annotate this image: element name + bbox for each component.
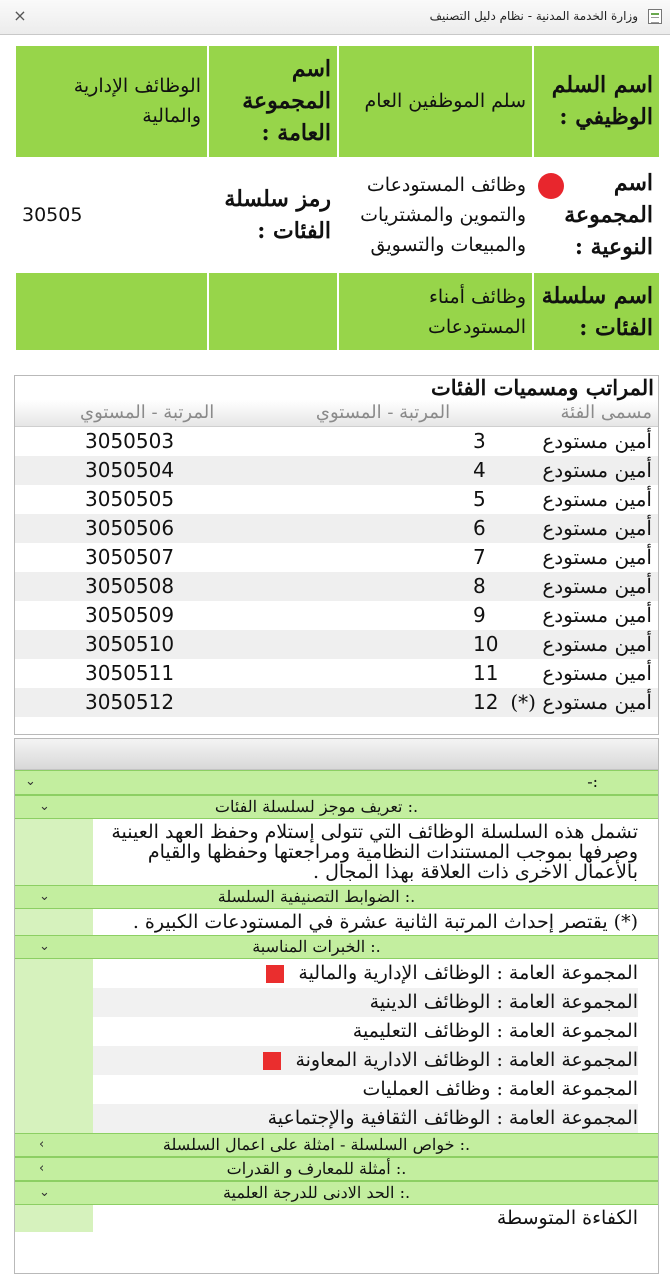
table-row[interactable] [15, 485, 658, 514]
grades-table [14, 375, 659, 735]
grade-level-cell: 5 [473, 487, 486, 511]
specific-group-label-cell [532, 159, 659, 274]
specific-group-value: وظائف المستودعات والتموين والمشتريات والمبيعات والتسويق [337, 159, 532, 274]
skills-section-title: .: أمثلة للمعارف و القدرات [226, 1159, 407, 1178]
red-square-marker-icon [266, 965, 284, 983]
grade-level-cell: 8 [473, 574, 486, 598]
properties-section-title: .: خواص السلسلة - امثلة على اعمال السلسلة [162, 1135, 471, 1154]
series-code-label: رمز سلسلة الفئات : [207, 159, 337, 274]
list-item [93, 1017, 638, 1046]
grade-name-cell: أمين مستودع [542, 516, 652, 540]
list-item [93, 988, 638, 1017]
chevron-left-icon[interactable]: › [39, 1137, 45, 1152]
grade-name-cell: أمين مستودع [542, 632, 652, 656]
grades-header-row [15, 400, 658, 427]
grade-name-cell: أمين مستودع [542, 487, 652, 511]
grade-code-cell: 3050509 [85, 603, 175, 627]
window-title: وزارة الخدمة المدنية - نظام دليل التصنيف [429, 9, 638, 23]
grade-code-cell: 3050508 [85, 574, 175, 598]
grade-name-cell: أمين مستودع [542, 603, 652, 627]
definition-section-body [15, 819, 658, 885]
grade-level-cell: 9 [473, 603, 486, 627]
experience-list [93, 959, 658, 1133]
definition-section-header[interactable] [15, 795, 658, 819]
general-group-label: اسم المجموعة العامة : [207, 46, 337, 159]
chevron-down-icon[interactable]: ⌄ [39, 889, 50, 904]
list-item [93, 1104, 638, 1133]
list-item [93, 1075, 638, 1104]
grade-code-cell: 3050506 [85, 516, 175, 540]
general-group-value: الوظائف الإدارية والمالية [14, 46, 207, 159]
window-titlebar [0, 0, 670, 35]
empty-cell [207, 273, 337, 352]
experience-text: المجموعة العامة : الوظائف الدينية [369, 991, 638, 1013]
ladder-label: اسم السلم الوظيفي : [532, 46, 659, 159]
grades-title: المراتب ومسميات الفئات [430, 375, 654, 400]
chevron-down-icon[interactable]: ⌄ [39, 799, 50, 814]
table-row[interactable] [15, 572, 658, 601]
grade-level-cell: 3 [473, 429, 486, 453]
education-section-title: .: الحد الادنى للدرجة العلمية [222, 1183, 411, 1202]
grade-code-cell: 3050504 [85, 458, 175, 482]
definition-section-title: .: تعريف موجز لسلسلة الفئات [214, 797, 419, 816]
classification-header [14, 46, 659, 352]
chevron-down-icon[interactable]: ⌄ [39, 939, 50, 954]
empty-cell [14, 273, 207, 352]
root-section-header[interactable] [15, 770, 658, 795]
chevron-left-icon[interactable]: › [39, 1161, 45, 1176]
close-icon[interactable]: × [13, 6, 27, 25]
skills-section-header[interactable] [15, 1157, 658, 1181]
education-section-header[interactable] [15, 1181, 658, 1205]
list-item [93, 1046, 638, 1075]
details-panel [14, 738, 659, 1274]
grade-level-cell: 7 [473, 545, 486, 569]
rules-section-title: .: الضوابط التصنيفية السلسلة [217, 887, 416, 906]
experience-text: المجموعة العامة : وظائف العمليات [362, 1078, 638, 1100]
table-row[interactable] [15, 543, 658, 572]
table-row[interactable] [15, 427, 658, 456]
grade-name-cell: أمين مستودع [542, 429, 652, 453]
details-toolbar [15, 739, 658, 770]
grade-code-cell: 3050505 [85, 487, 175, 511]
grade-level-cell: 6 [473, 516, 486, 540]
grade-name-cell: أمين مستودع [542, 545, 652, 569]
series-code-value: 30505 [14, 159, 207, 274]
properties-section-header[interactable] [15, 1133, 658, 1157]
red-square-marker-icon [263, 1052, 281, 1070]
series-name-value: وظائف أمناء المستودعات [337, 273, 532, 352]
grade-code-cell: 3050512 [85, 690, 175, 714]
series-name-label: اسم سلسلة الفئات : [532, 273, 659, 352]
table-row[interactable] [15, 601, 658, 630]
chevron-down-icon[interactable]: ⌄ [25, 774, 36, 789]
rules-section-header[interactable] [15, 885, 658, 909]
experience-text: المجموعة العامة : الوظائف التعليمية [352, 1020, 638, 1042]
grade-level-cell: 4 [473, 458, 486, 482]
grade-name-cell: أمين مستودع (*) [510, 690, 652, 714]
grade-level-cell: 12 [473, 690, 499, 714]
column-header-grade: المرتبة - المستوي [315, 402, 451, 423]
table-row[interactable] [15, 514, 658, 543]
rules-section-body [15, 909, 658, 935]
column-header-code: المرتبة - المستوي [80, 402, 215, 423]
table-row[interactable] [15, 659, 658, 688]
grade-name-cell: أمين مستودع [542, 458, 652, 482]
grade-code-cell: 3050503 [85, 429, 175, 453]
grade-level-cell: 10 [473, 632, 499, 656]
root-section-label: :- [587, 772, 598, 791]
grade-name-cell: أمين مستودع [542, 661, 652, 685]
status-dot-icon [538, 173, 564, 199]
grade-code-cell: 3050510 [85, 632, 175, 656]
table-row[interactable] [15, 630, 658, 659]
table-row[interactable] [15, 688, 658, 717]
experience-text: المجموعة العامة : الوظائف الإدارية والمالية [298, 962, 638, 984]
list-item [93, 959, 638, 988]
experience-section-header[interactable] [15, 935, 658, 959]
experience-section-title: .: الخبرات المناسبة [252, 937, 381, 956]
column-header-name: مسمى الفئة [560, 402, 652, 423]
definition-text: تشمل هذه السلسلة الوظائف التي تتولى إستلام وحفظ العهد العينية وصرفها بموجب المستندات النظامية ومراجعتها وحفظها والقيام بالأعمال الاخرى ذات العلاقة بهذا المجال . [93, 819, 658, 885]
grade-code-cell: 3050507 [85, 545, 175, 569]
rules-text: (*) يقتصر إحداث المرتبة الثانية عشرة في المستودعات الكبيرة . [93, 909, 658, 935]
experience-text: المجموعة العامة : الوظائف الثقافية والإجتماعية [267, 1107, 638, 1129]
grades-body [15, 427, 658, 717]
grade-level-cell: 11 [473, 661, 499, 685]
window-app-icon [648, 9, 662, 24]
ladder-value: سلم الموظفين العام [337, 46, 532, 159]
experience-text: المجموعة العامة : الوظائف الادارية المعاونة [295, 1049, 638, 1071]
chevron-down-icon[interactable]: ⌄ [39, 1185, 50, 1200]
specific-group-label: اسم المجموعة النوعية : [564, 170, 653, 261]
table-row[interactable] [15, 456, 658, 485]
experience-section-body [15, 959, 658, 1133]
education-section-body [15, 1205, 658, 1232]
grade-name-cell: أمين مستودع [542, 574, 652, 598]
grade-code-cell: 3050511 [85, 661, 175, 685]
education-value: الكفاءة المتوسطة [93, 1205, 658, 1232]
